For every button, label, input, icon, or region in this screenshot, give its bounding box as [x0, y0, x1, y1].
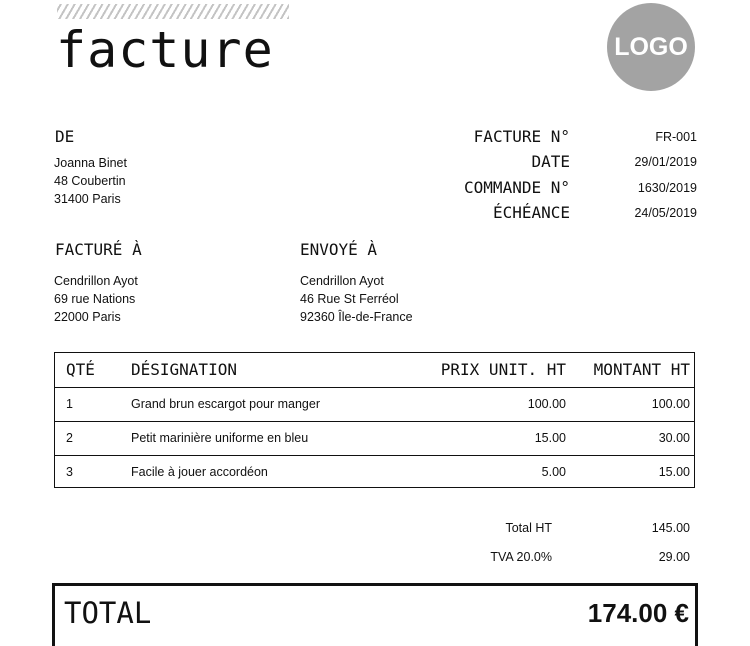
ship-to-name: Cendrillon Ayot: [300, 274, 384, 288]
row-amount: 100.00: [651, 397, 690, 411]
due-date: 24/05/2019: [634, 206, 697, 220]
logo-text: LOGO: [614, 32, 688, 61]
from-title: DE: [55, 127, 75, 146]
document-title: facture: [56, 21, 274, 79]
row-qty: 1: [66, 397, 73, 411]
column-header-description: DÉSIGNATION: [131, 360, 237, 379]
table-row: [55, 422, 694, 456]
from-street: 48 Coubertin: [54, 174, 126, 188]
bill-to-city: 22000 Paris: [54, 310, 121, 324]
decorative-hatch: [57, 4, 289, 19]
subtotal-value: 145.00: [651, 521, 690, 535]
subtotal-label: Total HT: [505, 521, 552, 535]
ship-to-address: [300, 272, 413, 326]
bill-to-name: Cendrillon Ayot: [54, 274, 138, 288]
row-unit-price: 15.00: [534, 431, 566, 445]
row-description: Facile à jouer accordéon: [131, 465, 268, 479]
row-amount: 15.00: [658, 465, 690, 479]
row-qty: 2: [66, 431, 73, 445]
logo-placeholder: [607, 3, 695, 91]
row-description: Petit marinière uniforme en bleu: [131, 431, 309, 445]
column-header-unit-price: PRIX UNIT. HT: [440, 360, 566, 379]
row-unit-price: 100.00: [527, 397, 566, 411]
due-date-label: ÉCHÉANCE: [492, 203, 570, 222]
ship-to-title: ENVOYÉ À: [300, 240, 378, 259]
invoice-date: 29/01/2019: [634, 155, 697, 169]
bill-to-title: FACTURÉ À: [55, 240, 142, 259]
grand-total-box: [52, 583, 698, 646]
column-header-amount: MONTANT HT: [593, 360, 690, 379]
bill-to-address: [54, 272, 138, 326]
invoice-number: FR-001: [655, 130, 697, 144]
column-header-qty: QTÉ: [66, 360, 95, 379]
date-label: DATE: [531, 152, 570, 171]
invoice-number-label: FACTURE N°: [473, 127, 570, 146]
from-address: [54, 154, 127, 208]
grand-total-label: TOTAL: [64, 596, 152, 630]
from-city: 31400 Paris: [54, 192, 121, 206]
from-name: Joanna Binet: [54, 156, 127, 170]
row-description: Grand brun escargot pour manger: [131, 397, 320, 411]
order-number: 1630/2019: [637, 181, 697, 195]
row-amount: 30.00: [658, 431, 690, 445]
row-unit-price: 5.00: [541, 465, 566, 479]
table-header: [55, 353, 694, 388]
grand-total-value: 174.00 €: [587, 598, 689, 628]
items-table: [54, 352, 695, 488]
ship-to-street: 46 Rue St Ferréol: [300, 292, 399, 306]
vat-label: TVA 20.0%: [490, 550, 552, 564]
order-number-label: COMMANDE N°: [464, 178, 570, 197]
bill-to-street: 69 rue Nations: [54, 292, 136, 306]
table-row: [55, 456, 694, 489]
vat-value: 29.00: [658, 550, 690, 564]
ship-to-city: 92360 Île-de-France: [300, 310, 413, 324]
table-row: [55, 388, 694, 422]
row-qty: 3: [66, 465, 73, 479]
